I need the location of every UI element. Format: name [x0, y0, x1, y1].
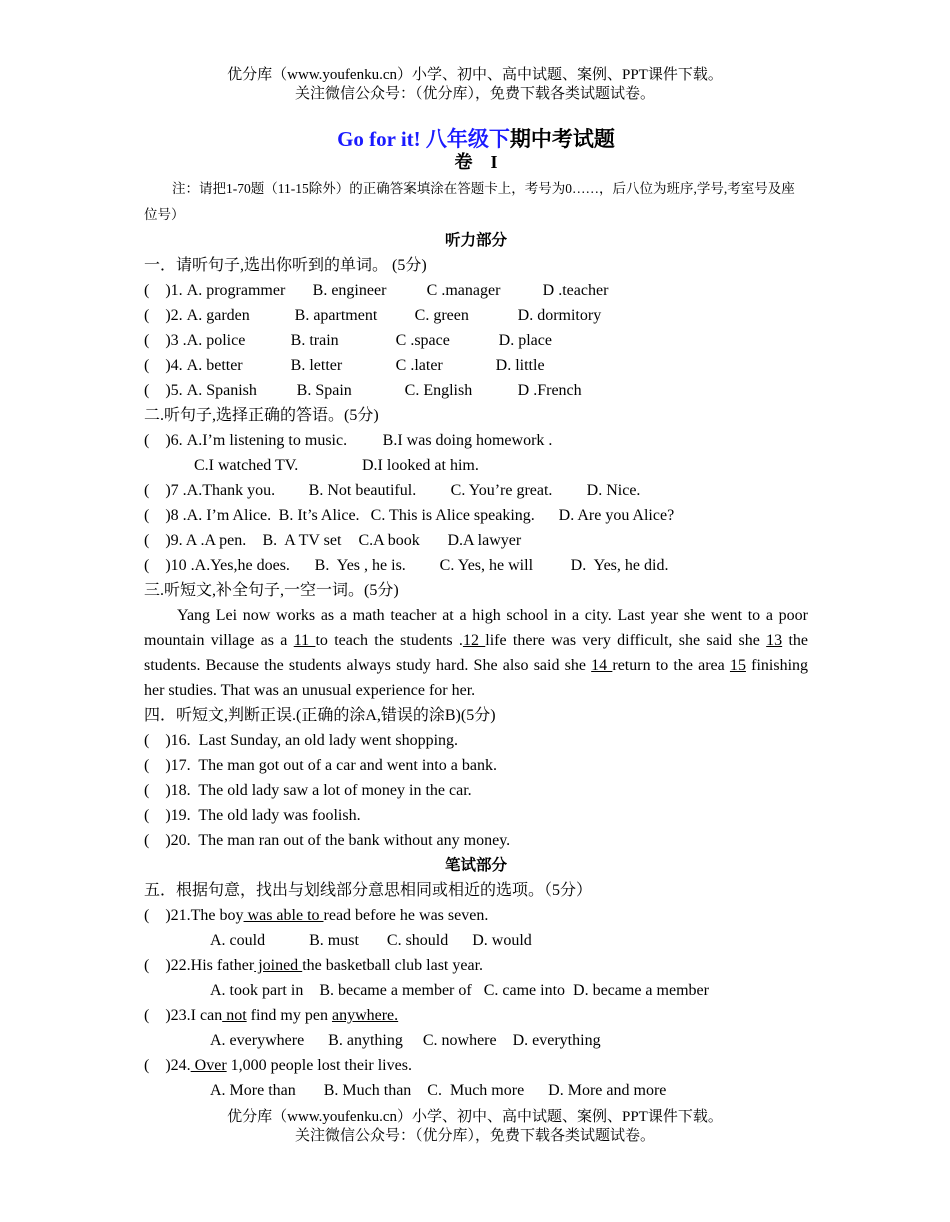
volume-label: 卷 I — [454, 152, 498, 172]
blank-11: 11 — [293, 632, 316, 649]
footer-line-2: 关注微信公众号：（优分库），免费下载各类试题试卷。 — [294, 1128, 655, 1144]
question-4: ( )4. A. better B. letter C .later D. little — [144, 357, 545, 374]
header-line-2: 关注微信公众号：（优分库），免费下载各类试题试卷。 — [294, 86, 655, 102]
part5-title: 五．根据句意，找出与划线部分意思相同或相近的选项。（5分） — [144, 882, 593, 899]
exam-title — [144, 126, 808, 150]
title-blue: Go for it! 八年级下 — [337, 127, 510, 151]
page-header — [0, 66, 950, 104]
part2-title: 二.听句子,选择正确的答语。(5分) — [144, 407, 379, 424]
question-5: ( )5. A. Spanish B. Spain C. English D .French — [144, 382, 582, 399]
answer-note: 注：请把1-70题（11-15除外）的正确答案填涂在答题卡上，考号为0……，后八位为班序,学号,考室号及座位号） — [144, 181, 795, 222]
listening-heading: 听力部分 — [444, 232, 507, 249]
blank-12: 12 — [462, 632, 486, 649]
blank-14: 14 — [591, 657, 613, 674]
blank-15: 15 — [729, 657, 746, 674]
part3-title: 三.听短文,补全句子,一空一词。(5分) — [144, 582, 399, 599]
question-24: ( )24. Over 1,000 people lost their lives. — [144, 1057, 412, 1074]
question-22-options: A. took part in B. became a member of C. came into D. became a member — [210, 982, 709, 999]
header-line-1: 优分库（www.youfenku.cn）小学、初中、高中试题、案例、PPT课件下载。 — [227, 67, 723, 83]
question-8: ( )8 .A. I’m Alice. B. It’s Alice. C. This is Alice speaking. D. Are you Alice? — [144, 507, 675, 524]
writing-heading: 笔试部分 — [444, 857, 507, 874]
question-23-options: A. everywhere B. anything C. nowhere D. everything — [210, 1032, 601, 1049]
question-1: ( )1. A. programmer B. engineer C .manager D .teacher — [144, 282, 609, 299]
question-19: ( )19. The old lady was foolish. — [144, 807, 361, 824]
blank-13: 13 — [766, 632, 783, 649]
question-7: ( )7 .A.Thank you. B. Not beautiful. C. You’re great. D. Nice. — [144, 482, 641, 499]
title-black: 期中考试题 — [509, 127, 615, 151]
question-6: ( )6. A.I’m listening to music. B.I was doing homework . — [144, 432, 553, 449]
question-24-options: A. More than B. Much than C. Much more D. More and more — [210, 1082, 667, 1099]
question-20: ( )20. The man ran out of the bank without any money. — [144, 832, 511, 849]
question-16: ( )16. Last Sunday, an old lady went shopping. — [144, 732, 459, 749]
part1-title: 一．请听句子,选出你听到的单词。 (5分) — [144, 257, 427, 274]
question-17: ( )17. The man got out of a car and went into a bank. — [144, 757, 497, 774]
question-22: ( )22.His father joined the basketball club last year. — [144, 957, 484, 974]
question-21-options: A. could B. must C. should D. would — [210, 932, 532, 949]
question-3: ( )3 .A. police B. train C .space D. place — [144, 332, 552, 349]
question-23: ( )23.I can not find my pen anywhere. — [144, 1007, 399, 1024]
question-9: ( )9. A .A pen. B. A TV set C.A book D.A lawyer — [144, 532, 522, 549]
question-6-cont: C.I watched TV. D.I looked at him. — [194, 457, 479, 474]
question-21: ( )21.The boy was able to read before he was seven. — [144, 907, 489, 924]
question-18: ( )18. The old lady saw a lot of money in the car. — [144, 782, 472, 799]
exam-page — [144, 126, 808, 1103]
passage: Yang Lei now works as a math teacher at a high school in a city. Last year she went to a poor mountain village as a 11 to teach the students .12 life there was very difficult, she said she 13 the students. Because the students always study hard. She also said she 14 return to the area 15 finishing her studies. That was an unusual experience for her. — [144, 607, 809, 699]
question-10: ( )10 .A.Yes,he does. B. Yes , he is. C. Yes, he will D. Yes, he did. — [144, 557, 669, 574]
page-footer — [0, 1108, 950, 1146]
question-2: ( )2. A. garden B. apartment C. green D. dormitory — [144, 307, 602, 324]
footer-line-1: 优分库（www.youfenku.cn）小学、初中、高中试题、案例、PPT课件下载。 — [227, 1109, 723, 1125]
part4-title: 四．听短文,判断正误.(正确的涂A,错误的涂B)(5分) — [144, 707, 496, 724]
